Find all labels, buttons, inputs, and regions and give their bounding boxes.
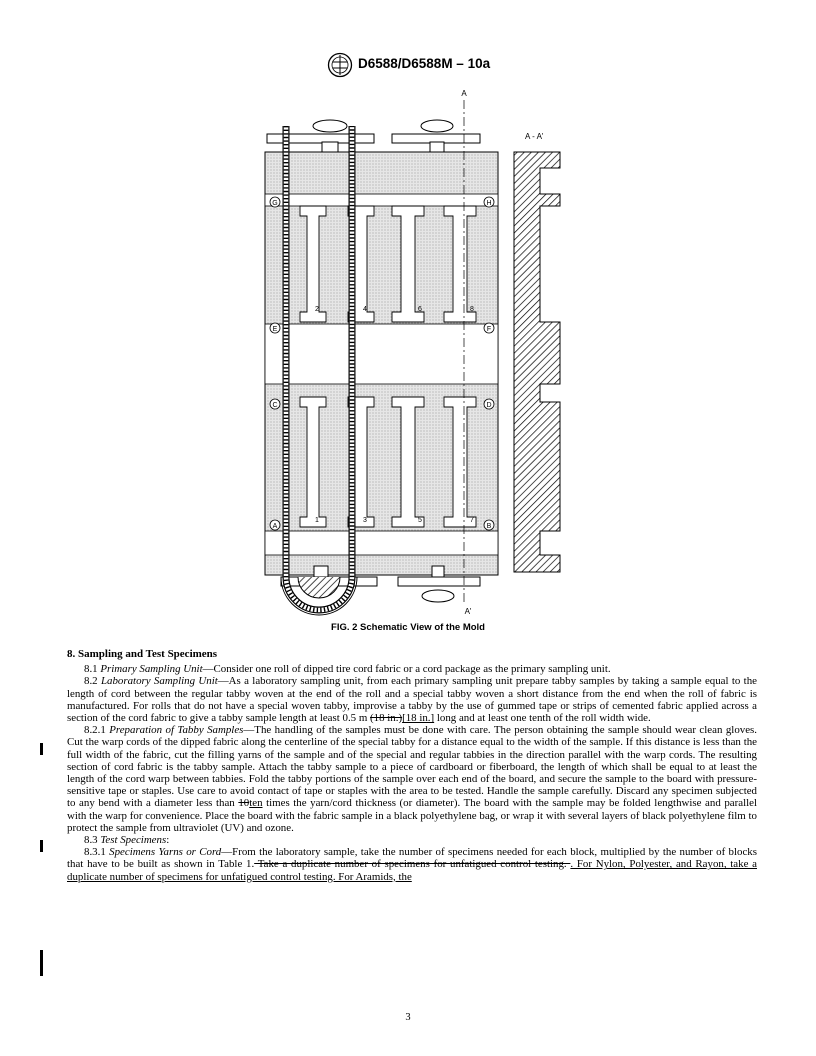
mold-figure bbox=[0, 82, 816, 622]
specimen-number-4: 4 bbox=[363, 306, 367, 313]
deleted-text: 10 bbox=[238, 797, 250, 810]
figure-caption: FIG. 2 Schematic View of the Mold bbox=[331, 622, 485, 633]
paragraph-8-2-1: 8.2.1 Preparation of Tabby Samples—The handling of the samples must be done with care. The person obtaining the sample should wear clean gloves. Cut the warp cords of the dipped fabric along the centerline of the special tabby for a distance equal to the width of the sample. If this distance is less than the full width of the fabric, cut the filling yarns of the sample and of the special and regular tabbies in the direction parallel with the warp cords. The resulting section of cord fabric is the tabby sample. Attach the tabby sample to a piece of cardboard or fiberboard, the length of which shall be equal to at least the length of the cord warp between tabbies. Fold the tabby portions of the sample over each end of the board, and secure the sample to the board with pressure-sensitive tape or staples. Use care to avoid contact of tape or staples with the area to be tested. Handle the sample carefully. Discard any specimen subjected to any bend with a diameter less than 10ten times the yarn/cord thickness (or diameter). The board with the sample may be folded lengthwise and parallel with the warp for convenience. Place the board with the fabric sample in a black polyethylene bag, or wrap it with several layers of black polyethylene film to protect the sample from ultraviolet (UV) and ozone. bbox=[67, 724, 758, 834]
section-8 bbox=[67, 648, 757, 883]
paragraph-8-3-1: 8.3.1 Specimens Yarns or Cord—From the laboratory sample, take the number of specimens needed for each block, multiplied by the number of blocks that have to be built as shown in Table 1. Take a duplicate number of specimens for unfatigued control testing. . For Nylon, Polyester, and Rayon, take a duplicate number of specimens for unfatigued control testing. For Aramids, the bbox=[67, 846, 757, 883]
document-id: D6588/D6588M – 10a bbox=[358, 56, 491, 71]
marker-e bbox=[270, 323, 280, 333]
svg-text:E: E bbox=[272, 326, 278, 333]
specimen-number-2: 2 bbox=[315, 306, 319, 313]
specimen-number-5: 5 bbox=[418, 517, 422, 524]
svg-text:A: A bbox=[272, 523, 278, 530]
paragraph-8-1: 8.1 Primary Sampling Unit—Consider one roll of dipped tire cord fabric or a cord package as the primary sampling unit. bbox=[84, 663, 611, 676]
page-header bbox=[0, 52, 816, 82]
marker-f bbox=[484, 323, 494, 333]
section-label-top: A bbox=[461, 89, 467, 98]
section-view-profile bbox=[514, 152, 560, 572]
astm-logo-icon bbox=[327, 52, 353, 78]
svg-text:D: D bbox=[486, 402, 492, 409]
top-thumbscrew-left bbox=[313, 120, 347, 132]
bottom-cord-wrap bbox=[298, 577, 340, 598]
section-label-bottom: A' bbox=[464, 607, 472, 616]
inserted-text: ten bbox=[249, 797, 263, 810]
bottom-thumbscrew-right bbox=[422, 590, 454, 602]
marker-h bbox=[484, 197, 494, 207]
marker-b bbox=[484, 520, 494, 530]
change-bar bbox=[40, 743, 43, 755]
marker-d bbox=[484, 399, 494, 409]
inserted-text: . For Nylon, Polyester, and Rayon, take a duplicate number of specimens for unfatigued control testing. For Aramids, the bbox=[67, 858, 757, 883]
paragraph-8-2: 8.2 Laboratory Sampling Unit—As a laboratory sampling unit, from each primary sampling unit prepare tabby samples by taking a sample equal to the length of cord between the regular tabby woven at the end of the roll and a special tabby woven a short distance from the end when the roll of fabric is manufactured. For rolls that do not have a special woven tabby, improvise a tabby by the use of gummed tape or strips of cemented fabric applied across a section of the cord fabric to give a tabby sample length at least 0.5 m (18 in.)[18 in.] long and at least one tenth of the roll width wide. bbox=[67, 675, 757, 725]
marker-c bbox=[270, 399, 280, 409]
mold-center-band bbox=[265, 324, 498, 384]
change-bar bbox=[40, 840, 43, 852]
specimen-number-7: 7 bbox=[470, 517, 474, 524]
paragraph-8-3: 8.3 Test Specimens: bbox=[84, 834, 170, 847]
marker-a bbox=[270, 520, 280, 530]
deleted-text: (18 in.) bbox=[370, 712, 403, 725]
change-bar bbox=[40, 950, 43, 976]
specimen-number-6: 6 bbox=[418, 306, 422, 313]
specimen-number-3: 3 bbox=[363, 517, 367, 524]
svg-text:F: F bbox=[486, 326, 492, 333]
top-thumbscrew-right bbox=[421, 120, 453, 132]
svg-text:C: C bbox=[272, 402, 278, 409]
section-view-label: A - A' bbox=[525, 132, 544, 141]
section-title: 8. Sampling and Test Specimens bbox=[67, 648, 218, 660]
bottom-clamp-bar-right bbox=[398, 577, 480, 586]
svg-text:G: G bbox=[272, 200, 278, 207]
specimen-number-1: 1 bbox=[315, 517, 319, 524]
mold-schematic bbox=[0, 82, 816, 622]
deleted-text: Take a duplicate number of specimens for unfatigued control testing. bbox=[254, 858, 571, 871]
svg-text:B: B bbox=[486, 523, 492, 530]
page-number: 3 bbox=[405, 1012, 411, 1023]
inserted-text: [18 in.] bbox=[402, 712, 435, 725]
marker-g bbox=[270, 197, 280, 207]
specimen-number-8: 8 bbox=[470, 306, 474, 313]
svg-text:H: H bbox=[486, 200, 492, 207]
